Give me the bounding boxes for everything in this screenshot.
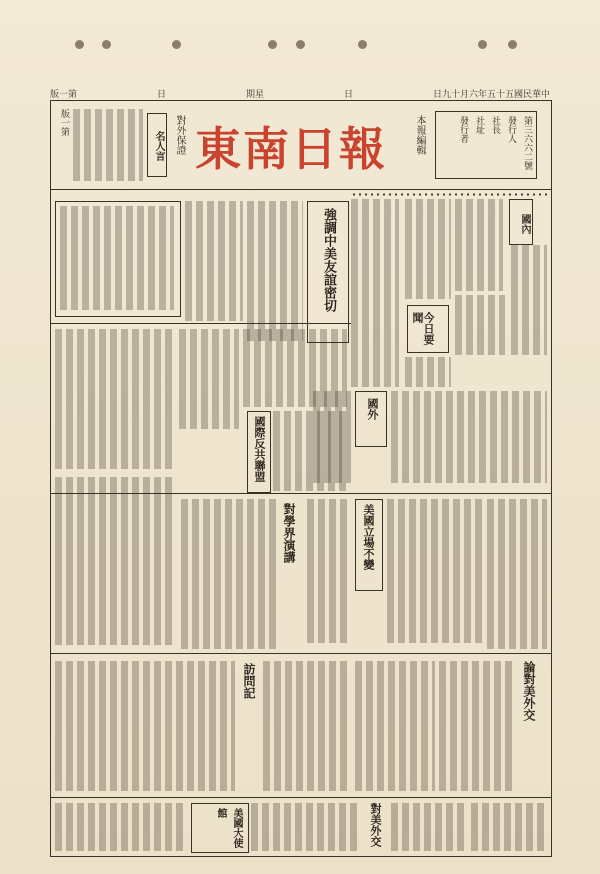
article-column xyxy=(55,803,187,851)
right-tagline: 本報編輯 xyxy=(414,115,425,155)
article-column xyxy=(439,661,515,791)
headline-box-small xyxy=(247,411,271,493)
section-label-domestic: 國內 xyxy=(509,199,533,245)
left-tagline: 對外保證 xyxy=(174,115,185,155)
article-column xyxy=(55,477,175,645)
dateline-date: 日九十月六年五十五國民華中 xyxy=(432,89,550,100)
quote-box-label: 名人言 xyxy=(147,113,167,177)
dateline-day-2: 日 xyxy=(343,89,353,100)
masthead xyxy=(51,101,551,190)
article-column xyxy=(55,661,117,791)
article-column xyxy=(471,803,547,851)
article-column xyxy=(355,661,435,791)
publication-info-box xyxy=(435,111,537,179)
punch-hole xyxy=(268,40,277,49)
masthead-notice-column xyxy=(73,109,143,181)
article-column xyxy=(263,661,351,791)
punch-hole xyxy=(75,40,84,49)
article-column xyxy=(179,329,239,429)
headline-foreign-policy: 論對美外交 xyxy=(522,661,536,721)
dateline xyxy=(50,86,550,101)
notice-box xyxy=(55,201,181,317)
headline-box xyxy=(307,201,349,343)
today-box xyxy=(407,305,449,353)
headline-embassy: 美國大使館 xyxy=(215,808,242,848)
newspaper-title: 東南日報 xyxy=(195,122,387,176)
headline-us-foreign: 對美外交 xyxy=(369,803,382,847)
info-line-issuer: 發行者 xyxy=(458,116,468,143)
section-rule xyxy=(51,797,551,798)
dateline-day: 日 xyxy=(156,89,166,100)
headline-us-position: 美國立場不變 xyxy=(362,504,375,570)
international-box xyxy=(355,391,387,447)
info-line-director: 社長 xyxy=(490,116,500,134)
punch-hole xyxy=(478,40,487,49)
article-column xyxy=(55,329,175,469)
punch-hole xyxy=(172,40,181,49)
article-column xyxy=(351,199,399,387)
headline-sino-us-friendship: 強調中美友誼密切 xyxy=(321,208,336,312)
article-column xyxy=(387,499,483,643)
page-number: 版一第 xyxy=(50,89,78,100)
page-frame xyxy=(50,100,552,857)
dateline-weekday: 期星 xyxy=(245,89,264,100)
article-column xyxy=(307,499,351,643)
article-column xyxy=(487,499,547,649)
article-column xyxy=(405,357,451,387)
article-column xyxy=(121,661,235,791)
article-column xyxy=(313,391,351,483)
punch-hole xyxy=(358,40,367,49)
article-column xyxy=(181,499,277,649)
article-column xyxy=(391,803,467,851)
article-column xyxy=(511,245,547,355)
embassy-box xyxy=(191,803,249,853)
headline-lecture: 對學界演講 xyxy=(282,503,296,563)
article-column xyxy=(455,295,505,355)
punch-hole xyxy=(102,40,111,49)
article-column xyxy=(185,201,243,321)
info-line-address: 社址 xyxy=(474,116,484,134)
column-rule xyxy=(51,323,351,324)
decorative-dotted-rule xyxy=(351,193,547,196)
punch-hole xyxy=(296,40,305,49)
page-label: 版一第 xyxy=(59,109,69,136)
headline-interview: 訪問記 xyxy=(242,663,256,699)
section-rule xyxy=(51,653,551,654)
headline-box-small xyxy=(355,499,383,591)
article-column xyxy=(251,803,361,851)
notice-text xyxy=(60,206,174,310)
article-column xyxy=(247,201,303,341)
punch-hole xyxy=(508,40,517,49)
headline-anti-communist: 國際反共聯盟 xyxy=(253,416,266,482)
international-label: 國外 xyxy=(366,398,379,420)
info-line-issue: 第三六六二號 xyxy=(522,116,532,170)
article-column xyxy=(405,199,451,299)
article-column xyxy=(455,199,503,291)
article-column xyxy=(391,391,547,483)
info-line-publisher: 發行人 xyxy=(506,116,516,143)
today-label: 今日要聞 xyxy=(411,312,435,345)
